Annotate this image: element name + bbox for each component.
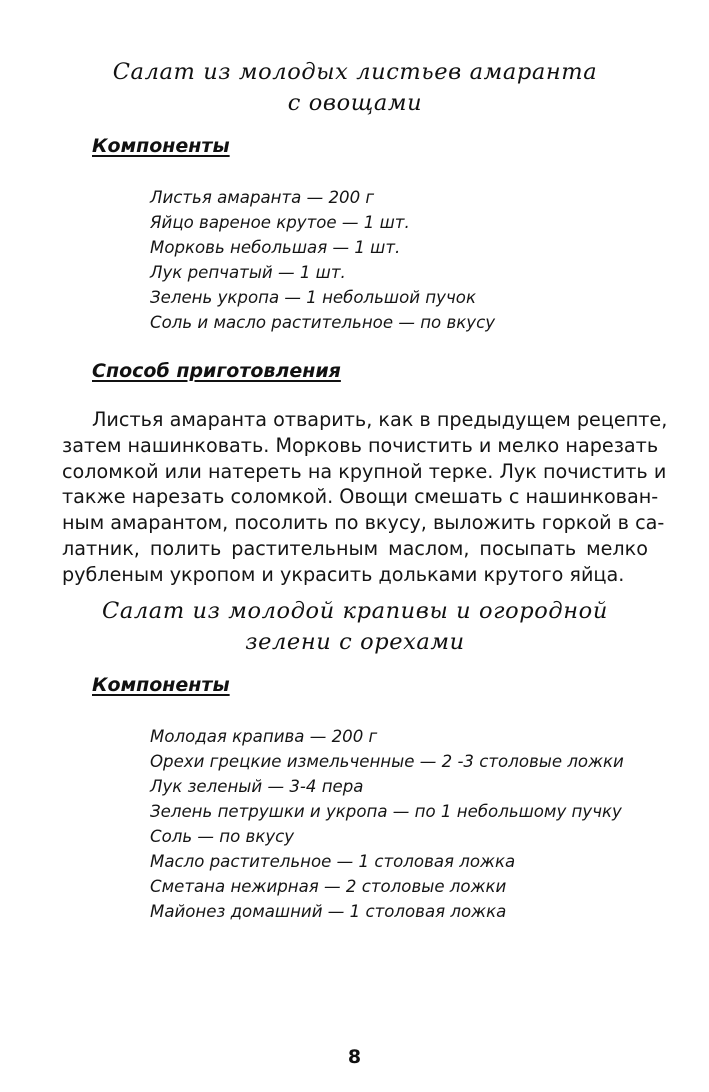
list-item: Сметана нежирная — 2 столовые ложки — [150, 877, 507, 896]
recipe-2-ingredient-list — [150, 724, 624, 924]
list-item: Соль — по вкусу — [150, 827, 295, 846]
recipe-1-title-line-2: с овощами — [287, 90, 423, 116]
recipe-1-title — [60, 57, 650, 119]
recipe-2-title-line-1: Салат из молодой крапивы и огородной — [102, 598, 608, 624]
list-item: Яйцо вареное крутое — 1 шт. — [150, 213, 410, 232]
list-item: Зелень укропа — 1 небольшой пучок — [150, 288, 476, 307]
method-line: также нарезать соломкой. Овощи смешать с нашинкован- — [62, 485, 659, 509]
recipe-1-components-heading: Компоненты — [92, 135, 230, 157]
recipe-1-method-text — [62, 407, 668, 588]
list-item: Листья амаранта — 200 г — [150, 188, 375, 207]
recipe-1-method-heading: Способ приготовления — [92, 360, 341, 382]
method-line: ным амарантом, посолить по вкусу, выложить горкой в са- — [62, 511, 665, 535]
list-item: Орехи грецкие измельченные — 2 -3 столовые ложки — [150, 752, 624, 771]
recipe-1-title-line-1: Салат из молодых листьев амаранта — [112, 59, 598, 85]
method-line: Листья амаранта отварить, как в предыдущем рецепте, — [92, 408, 668, 431]
list-item: Лук зеленый — 3-4 пера — [150, 777, 364, 796]
list-item: Лук репчатый — 1 шт. — [150, 263, 346, 282]
list-item: Зелень петрушки и укропа — по 1 небольшому пучку — [150, 802, 622, 821]
recipe-1-ingredient-list — [150, 185, 495, 335]
method-line: затем нашинковать. Морковь почистить и мелко нарезать — [62, 433, 659, 457]
recipe-2-components-heading: Компоненты — [92, 674, 230, 696]
list-item: Майонез домашний — 1 столовая ложка — [150, 902, 507, 921]
method-line: латник, полить растительным маслом, посыпать мелко — [62, 536, 648, 560]
page-number: 8 — [347, 1046, 362, 1068]
list-item: Масло растительное — 1 столовая ложка — [150, 852, 516, 871]
method-line: соломкой или натереть на крупной терке. Лук почистить и — [62, 459, 667, 483]
recipe-2-title-line-2: зелени с орехами — [245, 629, 465, 655]
method-line: рубленым укропом и украсить дольками крутого яйца. — [62, 562, 625, 586]
list-item: Молодая крапива — 200 г — [150, 727, 378, 746]
recipe-2-title — [60, 596, 650, 658]
list-item: Морковь небольшая — 1 шт. — [150, 238, 401, 257]
list-item: Соль и масло растительное — по вкусу — [150, 313, 496, 332]
